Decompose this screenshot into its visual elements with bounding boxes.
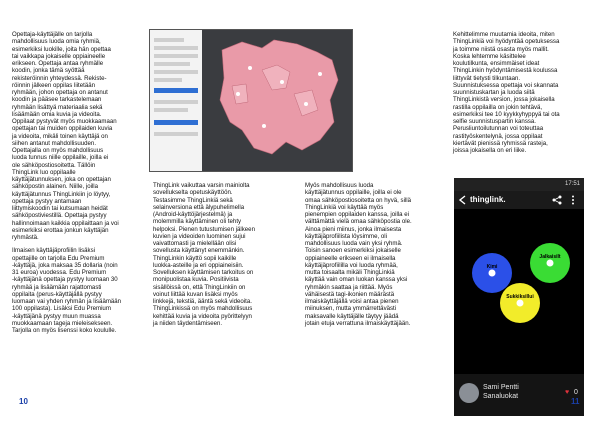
heart-icon[interactable]: ♥: [565, 389, 570, 396]
circle-label-sukkiksillui: Sukkiksillui: [506, 294, 534, 300]
avatar[interactable]: [459, 383, 479, 403]
col4-paragraph-1: Kehittelimme muutamia ideoita, miten ThingLinkiä voi hyödyntää opetuksessa ja toimme niistä osasta myös mallit. Koska lehtemme käsittelee koulutilkunta, ensimmäiset ideat ThingLinkin hyödyntämisestä koulussa liittyvät tietysti tilkuntaan. Suunnistuksessa opettaja voi skannata suunnistuskartan ja luoda siitä ThingLinkistä version, jossa jokaisella rastilla oppilailla on jokin tehtävä, esimerkiksi tee 10 kyykkyhyppyä tai ota selfie suunnistuspartin kanssa. Perusliuntoilutunnan voi toteuttaa rastityöskentelynä, jossa oppilaat kiertävät pienissä ryhmissä rasteja, joissa jokaisella on eri liike.: [453, 31, 560, 154]
sidebar-line: [154, 100, 198, 104]
circle-label-jalkaisilt: Jalkaisilt: [539, 254, 561, 260]
sidebar-line: [154, 108, 188, 112]
map-tag-icon[interactable]: [236, 92, 240, 96]
page-number-right: 11: [571, 397, 580, 406]
col1-paragraph-1: Opettaja-käyttäjälle on tarjolla mahdollisuus luoda omia ryhmiä, esimerkiksi luokille, joita hän opettaa tai vaikkapa jokaiselle oppiaineelle erikseen. Opettaja antaa ryhmälle koodin, jonka tämä syöttää rekisteröinnin yhteydessä. Rekiste- röinnin jälkeen oppilas liitetään ryhmään, johon opettaja on antanut koodin ja pääsee tarkastelemaan ryhmään lisättyä materiaalia sekä lisäämään omia kuvia ja videoita. Oppilaat pystyvät myös muokkaamaan opettajan tai muiden oppilaiden kuvia ja videoita, mikäli toinen käyttäjä on siihen antanut mahdollisuuden. Opettajalla on myös mahdollisuus luoda tunnus niille oppilaille, joilla ei ole sähköpostiosoitetta. Tällöin ThingLink luo oppilaalle käyttäjätunnuksen, joka on opettajan sähköpostin alainen. Niille, joilla käyttäjätunnus ThingLinkiin jo löytyy, opettaja pystyy antamaan liittymiskoodin tai kutsumaan heidät sähköpostiviestillä. Opettaja pystyy hallinnoimaan kaikkia oppilaittaan ja voi esimerkiksi erottaa jonkun käyttäjän ryhmästä.: [12, 31, 119, 241]
column-1: [12, 31, 146, 340]
editor-action-button[interactable]: [154, 120, 198, 125]
sidebar-line: [154, 70, 198, 74]
like-count: 0: [574, 389, 578, 396]
sidebar-line: [154, 46, 198, 50]
sidebar-line: [154, 78, 182, 82]
author-name: Sami Pentti Sanaluokat: [483, 384, 519, 400]
sidebar-line: [154, 132, 198, 136]
europe-map-image: [202, 30, 352, 171]
editor-save-button[interactable]: [154, 88, 198, 93]
column-2: [153, 182, 293, 333]
col2-paragraph-1: ThingLink vaikuttaa varsin mainiolta sovellukselta opetuskäyttöön. Testasimme ThingLinkiä sekä selainversiona että älypuhelimella (Android-käyttöjärjestelmä) ja molemmilla käyttäminen oli tehty helpoksi. Pienen tutustumisen jälkeen kuvien ja videoiden luominen sujui vaivattomasti ja mielellään olisi sovellusta käyttänyt enemmänkin. ThingLinkin käyttö sopii kaikille luokka-asteille ja eri oppiaineisiin. Sovelluksen käyttämisen tarkoitus on monipuolistaa kuvia. Positiivista sisällöissä on, että ThingLinkiin on voinut liittää kuvan lisäksi myös linkkejä, tekstiä, ääntä sekä videoita. ThingLinkissä on myös mahdollisuus kehittää kuvia ja videoita pyörittelyyn ja niiden täydentämiseen.: [153, 182, 255, 327]
thinglink-phone-screenshot: [454, 178, 584, 416]
phone-image-canvas[interactable]: [462, 219, 576, 361]
thinglink-editor-screenshot: [149, 29, 353, 172]
status-time: 17:51: [564, 181, 580, 187]
phone-app-bar: [454, 191, 584, 209]
editor-map-canvas[interactable]: [202, 30, 352, 171]
col3-paragraph-1: Myös mahdollisuus luoda käyttäjätunnus oppilaille, joilla ei ole omaa sähköpostiosoitetta on hyvä, sillä ThingLinkiä voi käyttää myös pienempien oppilaiden kanssa, joilla ei välttämättä vielä omaa sähköpostia ole. Ainoa pieni miinus, jonka ilmaisesta käyttäjäprofiilista löysimme, oli mahdollisuus luoda vain yksi ryhmä. Toisin sanoen esimerkiksi jokaiselle oppiaineelle erikseen ei ilmaisella käyttäjäprofiililla voi luoda ryhmää, mutta toisaalta mikäli ThingLinkiä käyttää vain oman luokan kanssa yksi ryhmäkin saattaa ja riittää. Myös vähäisestä tagi-ikonien määrästä ilmaiskäyttäjällä voisi antaa pienen miinuksen, mutta ymmärrettävästi maksavalle käyttäjälle täytyy jäädä jotain etuja verrattuna ilmaiskäyttäjään.: [305, 182, 412, 327]
more-options-icon[interactable]: [571, 195, 575, 205]
editor-sidebar: [150, 30, 202, 171]
circle-label-kimi: Kimi: [486, 264, 498, 270]
sidebar-line: [154, 38, 184, 42]
sidebar-line: [154, 54, 198, 58]
share-icon[interactable]: [552, 195, 562, 205]
phone-status-bar: [454, 178, 584, 191]
column-4: [453, 31, 593, 160]
tag-dot-icon[interactable]: [547, 260, 554, 267]
map-tag-icon[interactable]: [262, 124, 266, 128]
app-title: thinglink.: [470, 195, 506, 204]
phone-author-footer: [454, 374, 584, 416]
page-number-left: 10: [19, 397, 28, 406]
tag-dot-icon[interactable]: [489, 270, 496, 277]
map-tag-icon[interactable]: [248, 66, 252, 70]
column-3: [305, 182, 447, 333]
map-tag-icon[interactable]: [304, 102, 308, 106]
sidebar-line: [154, 62, 190, 66]
map-tag-icon[interactable]: [318, 72, 322, 76]
col1-paragraph-2: Ilmaisen käyttäjäprofiilin lisäksi opettajille on tarjolla Edu Premium -käyttäjä, joka maksaa 35 dollaria (noin 31 euroa) vuodessa. Edu Premium -käyttäjänä opettaja pystyy luomaan 30 ryhmää ja lisäämään rajattomasti oppilaita (perus-käyttäjällä pystyy luomaan vai yhden ryhmän ja lisäämään 100 oppilasta). Lisäksi Edu Premium -käyttäjänä pystyy muun muassa muokkaamaan tageja mieleisekseen. Tarjolla on myös lisenssi koko koululle.: [12, 247, 122, 334]
tag-dot-icon[interactable]: [517, 300, 524, 307]
back-arrow-icon[interactable]: [458, 195, 466, 205]
map-tag-icon[interactable]: [280, 80, 284, 84]
